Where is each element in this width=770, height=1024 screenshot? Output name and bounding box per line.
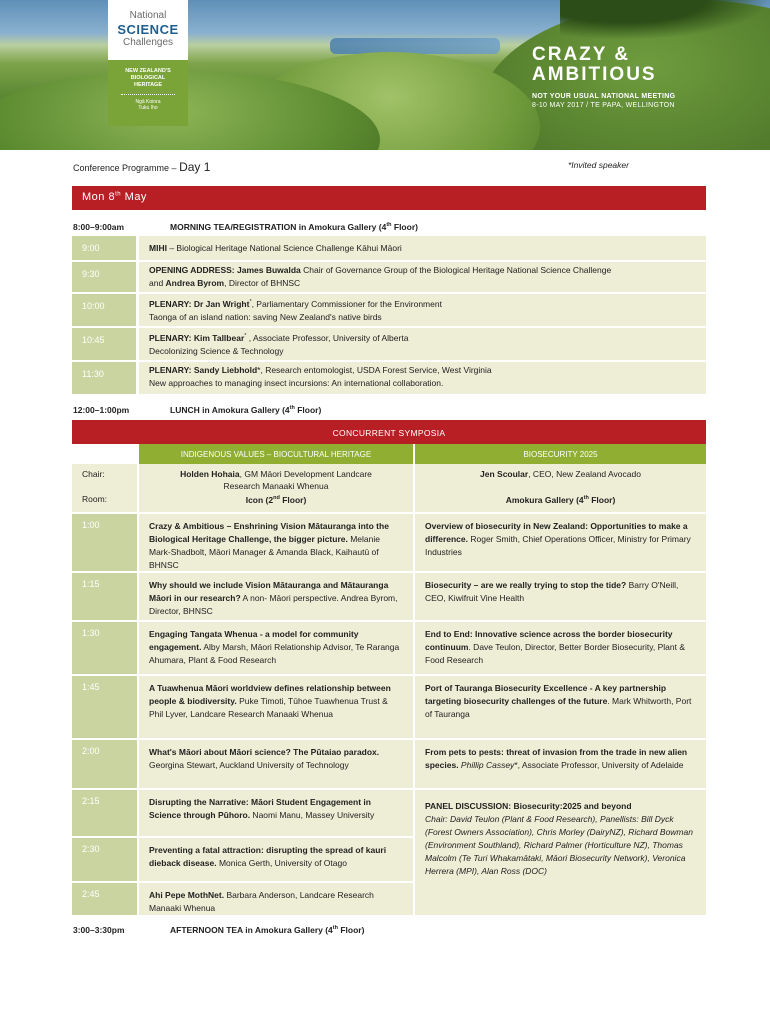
row-sup: th (289, 405, 295, 412)
session-description (139, 236, 706, 260)
session-title: MIHI (149, 243, 167, 253)
biosecurity-talk (415, 573, 706, 620)
indigenous-talk (139, 883, 413, 915)
invited-speaker-note: *Invited speaker (568, 160, 629, 170)
room-name: Floor) (588, 494, 616, 505)
symposia-time: 1:45 (72, 676, 137, 738)
concurrent-symposia-bar: CONCURRENT SYMPOSIA (72, 420, 706, 444)
logo-panel-line: BIOLOGICAL (130, 75, 166, 81)
banner-date: 8-10 MAY 2017 / TE PAPA, WELLINGTON (532, 102, 675, 109)
talk-speaker: . Dave Teulon, Director, Better Border Biosecurity, Plant & Food Research (425, 642, 685, 665)
indigenous-talk (139, 790, 413, 836)
chair-room-labels (72, 464, 137, 512)
logo-line: SCIENCE (117, 22, 179, 37)
programme-label: Conference Programme – (73, 163, 180, 173)
logo-line: National (129, 10, 167, 21)
talk-speaker: Roger Smith, Chief Operations Officer, Ministry for Primary Industries (425, 534, 691, 557)
talk-speaker: Naomi Manu, Massey University (250, 810, 375, 820)
indigenous-talk (139, 740, 413, 788)
session-text: , Associate Professor, University of Alberta (246, 332, 409, 343)
invited-star: * (244, 333, 247, 339)
symposia-time: 1:00 (72, 514, 137, 571)
session-text: , Director of BHNSC (224, 278, 301, 288)
session-text: , Research entomologist, USDA Forest Service, West Virginia (260, 365, 492, 375)
indigenous-talk (139, 573, 413, 620)
session-text: Chair of Governance Group of the Biological Heritage National Science Challenge (300, 265, 612, 275)
room-name: Icon (2 (245, 494, 274, 505)
room-text (415, 492, 706, 506)
indigenous-talk (139, 622, 413, 674)
session-description (139, 294, 706, 326)
session-title: PLENARY: Kim Tallbear (149, 332, 245, 343)
talk-speaker: Puke Timoti, Tūhoe Tuawhenua Trust & Phil Lyver, Landcare Research Manaaki Whenua (149, 696, 388, 719)
session-description (139, 362, 706, 394)
talk-speaker-italic: Phillip Cassey (458, 760, 515, 770)
symposia-time: 2:30 (72, 838, 137, 881)
banner-sea (330, 38, 500, 54)
session-text: – Biological Heritage National Science Challenge Kāhui Māori (166, 243, 402, 253)
row-time: 3:00–3:30pm (73, 925, 125, 935)
biosecurity-chair-room (415, 464, 706, 512)
header-banner (0, 0, 770, 150)
room-sup: th (583, 495, 589, 501)
symposia-time: 2:45 (72, 883, 137, 915)
logo-panel-maori: Tuku Iho (138, 105, 158, 111)
day-heading-text: Mon 8 (82, 191, 116, 203)
session-title: PLENARY: Sandy Liebhold (149, 365, 258, 375)
logo-panel-maori: Ngā Koiora (135, 99, 161, 105)
banner-trees (560, 0, 770, 40)
talk-title: Disrupting the Narrative: Māori Student Engagement in Science through Pūhoro. (149, 797, 371, 820)
row-time: 8:00–9:00am (73, 222, 125, 232)
session-subtitle: Taonga of an island nation: saving New Zealand's native birds (149, 311, 382, 322)
row-description (170, 925, 364, 935)
symposia-time: 2:00 (72, 740, 137, 788)
talk-speaker: Monica Gerth, University of Otago (216, 858, 347, 868)
chair-text (139, 468, 413, 480)
row-text: LUNCH in Amokura Gallery (4 (170, 405, 290, 415)
day-label: Day 1 (179, 160, 211, 174)
indigenous-chair-room (139, 464, 413, 512)
session-row (72, 262, 706, 292)
talk-title: From pets to pests: threat of invasion from the trade in new alien species. (425, 747, 688, 770)
biosecurity-talk (415, 676, 706, 738)
chair-role-line2: Research Manaaki Whenua (223, 481, 329, 491)
logo-line: Challenges (122, 37, 174, 48)
session-title: PLENARY: Dr Jan Wright (149, 298, 250, 309)
panel-discussion (415, 790, 706, 915)
room-label: Room: (82, 494, 108, 504)
session-row (72, 328, 706, 360)
talk-speaker: *, Associate Professor, University of Adelaide (514, 760, 684, 770)
room-name: Floor) (279, 494, 307, 505)
session-text: and (149, 278, 166, 288)
day-heading-text: May (121, 191, 147, 203)
room-name: Amokura Gallery (4 (505, 494, 584, 505)
talk-title: A Tuawhenua Māori worldview defines relationship between people & biodiversity. (149, 683, 391, 706)
talk-speaker: Melanie Mark-Shadbolt, Māori Manager & Amanda Black, Kaihautū of BHNSC (149, 534, 380, 570)
session-row (72, 362, 706, 394)
row-text: MORNING TEA/REGISTRATION in Amokura Gallery (4 (170, 222, 387, 232)
indigenous-talk (139, 514, 413, 571)
biosecurity-talk (415, 514, 706, 571)
banner-tagline: NOT YOUR USUAL NATIONAL MEETING (532, 93, 676, 100)
session-time: 11:30 (72, 362, 136, 394)
session-time: 10:45 (72, 328, 136, 360)
chair-name: Holden Hohaia (180, 469, 240, 479)
day-heading-bar (72, 186, 706, 210)
session-title: OPENING ADDRESS: James Buwalda (149, 265, 301, 275)
talk-title: Port of Tauranga Biosecurity Excellence - A key partnership targeting biosecurity challenges of the future (425, 683, 667, 706)
chair-label: Chair: (82, 469, 105, 479)
talk-speaker: Barry O'Neill, CEO, Kiwifruit Vine Health (425, 580, 679, 603)
session-speaker: Andrea Byrom (165, 278, 225, 288)
talk-speaker: Alby Marsh, Māori Relationship Advisor, Te Raranga Ahumara, Plant & Food Research (149, 642, 400, 665)
logo-divider (121, 94, 175, 95)
day-heading-sup: th (115, 191, 122, 198)
talk-speaker: A non- Māori perspective. Andrea Byrom, Director, BHNSC (149, 593, 398, 616)
indigenous-talk (139, 838, 413, 881)
symposia-time: 2:15 (72, 790, 137, 836)
symposia-time: 1:30 (72, 622, 137, 674)
row-text: Floor) (391, 222, 418, 232)
talk-title: Overview of biosecurity in New Zealand: Opportunities to make a difference. (425, 521, 688, 544)
panel-body: Chair: David Teulon (Plant & Food Research), Panellists: Bill Dyck (Forest Owners Association), Chris Morley (DairyNZ), Richard Bowman (Environment Southland), Richard Palmer (Horticulture NZ), Thomas Malcolm (Te Turi Whakamātaki, Māori Biosecurity Network), Veronica Herrera (MPI), Alan Ross (DOC) (425, 814, 693, 876)
talk-title: End to End: Innovative science across the border biosecurity continuum (425, 629, 673, 652)
talk-title: Ahi Pepe MothNet. (149, 890, 225, 900)
biosecurity-talk (415, 740, 706, 788)
session-subtitle: Decolonizing Science & Technology (149, 345, 284, 356)
indigenous-talk (139, 676, 413, 738)
talk-title: Preventing a fatal attraction: disrupting the spread of kauri dieback disease. (149, 845, 387, 868)
session-subtitle: New approaches to managing insect incursions: An international collaboration. (149, 378, 444, 388)
talk-title: Why should we include Vision Mātauranga and Mātauranga Māori in our research? (149, 580, 389, 603)
logo-panel-line: NEW ZEALAND'S (125, 68, 171, 74)
session-row (72, 294, 706, 326)
session-row (72, 236, 706, 260)
talk-speaker: . Mark Whitworth, Port of Tauranga (425, 696, 692, 719)
banner-headline (532, 45, 657, 85)
chair-role: , CEO, New Zealand Avocado (528, 469, 641, 479)
symposia-time: 1:15 (72, 573, 137, 620)
row-text: Floor) (338, 925, 365, 935)
talk-speaker: Georgina Stewart, Auckland University of Technology (149, 760, 349, 770)
logo-panel-line: HERITAGE (133, 82, 162, 88)
row-description (170, 222, 418, 232)
biosecurity-talk (415, 622, 706, 674)
session-time: 9:30 (72, 262, 136, 292)
row-sup: th (386, 222, 392, 229)
invited-star: * (249, 299, 252, 305)
session-description (139, 262, 706, 292)
room-sup: nd (273, 495, 280, 501)
session-description (139, 328, 706, 360)
talk-title: Engaging Tangata Whenua - a model for community engagement. (149, 629, 359, 652)
page-title (73, 160, 210, 174)
talk-speaker: Barbara Anderson, Landcare Research Manaaki Whenua (149, 890, 374, 913)
chair-role: , GM Māori Development Landcare (239, 469, 372, 479)
column-heading-biosecurity: BIOSECURITY 2025 (415, 444, 706, 464)
room-text (139, 492, 413, 506)
biological-heritage-logo (108, 60, 188, 126)
chair-name: Jen Scoular (480, 469, 529, 479)
headline-line: AMBITIOUS (532, 64, 657, 85)
row-text: Floor) (294, 405, 322, 415)
talk-title: What's Māori about Māori science? The Pūtaiao paradox. (149, 747, 380, 757)
chair-text (415, 468, 706, 480)
session-time: 10:00 (72, 294, 136, 326)
row-text: AFTERNOON TEA in Amokura Gallery (4 (170, 925, 333, 935)
row-sup: th (332, 925, 338, 932)
headline-line: CRAZY & (532, 44, 631, 65)
invited-star: * (257, 365, 261, 375)
session-text: , Parliamentary Commissioner for the Environment (251, 298, 442, 309)
talk-title: Biosecurity – are we really trying to stop the tide? (425, 580, 627, 590)
row-time: 12:00–1:00pm (73, 405, 130, 415)
session-time: 9:00 (72, 236, 136, 260)
row-description (170, 405, 321, 415)
column-heading-indigenous: INDIGENOUS VALUES – BIOCULTURAL HERITAGE (139, 444, 413, 464)
panel-title: PANEL DISCUSSION: Biosecurity:2025 and beyond (425, 801, 632, 811)
talk-title: Crazy & Ambitious – Enshrining Vision Mātauranga into the Biological Heritage Challenge, the bigger picture. (149, 521, 389, 544)
